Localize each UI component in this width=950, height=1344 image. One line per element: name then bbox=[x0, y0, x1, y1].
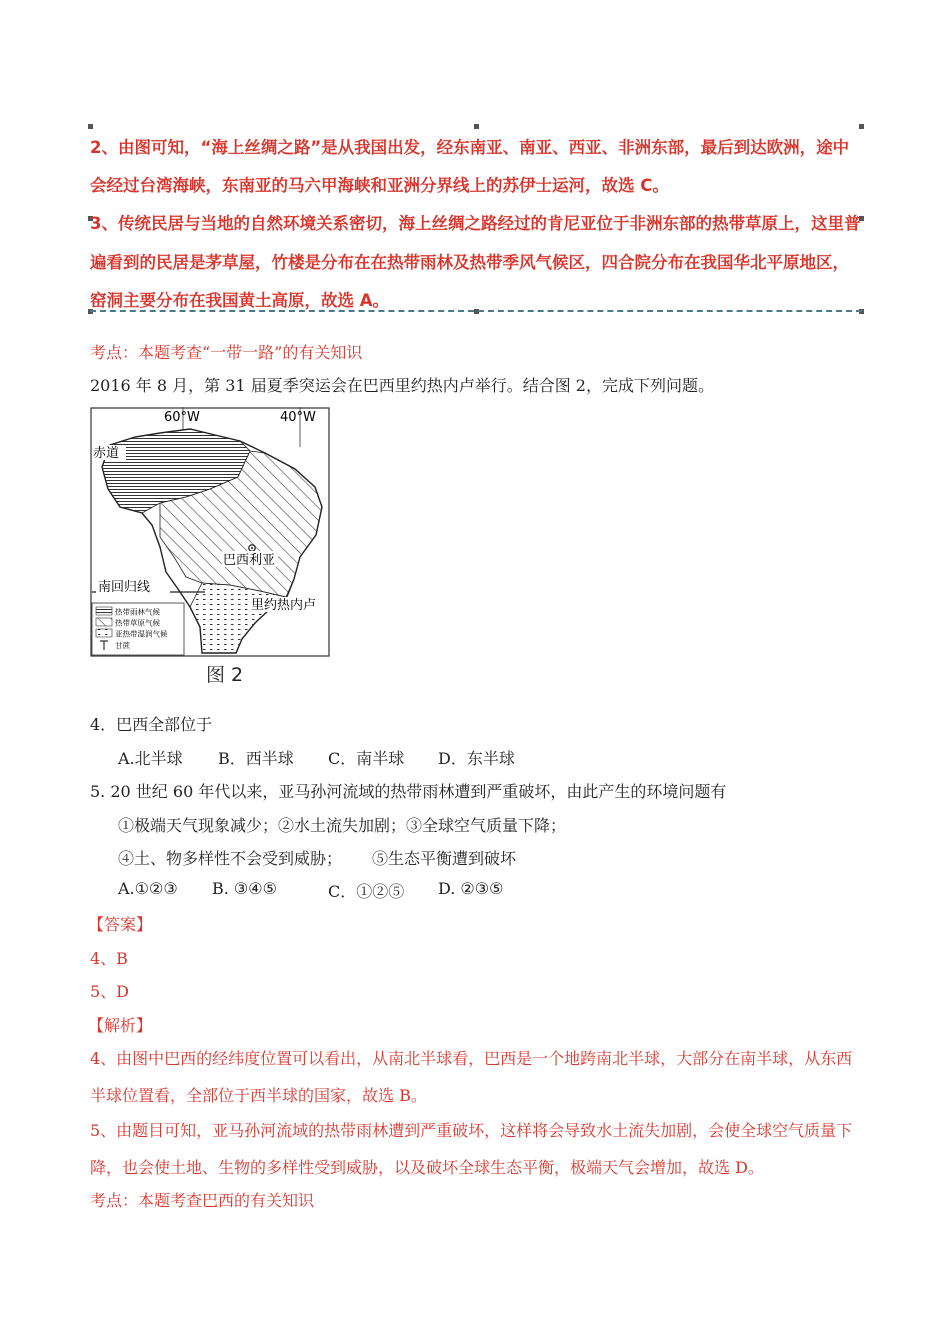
box-line-3: 3、传统民居与当地的自然环境关系密切，海上丝绸之路经过的肯尼亚位于非洲东部的热带草原上，这里普 bbox=[90, 214, 861, 233]
box-line-1: 2、由图可知，“海上丝绸之路”是从我国出发，经东南亚、南亚、西亚、非洲东部，最后到达欧洲，途中 bbox=[90, 138, 850, 157]
resize-handle[interactable] bbox=[88, 124, 93, 129]
box-line-2: 会经过台湾海峡，东南亚的马六甲海峡和亚洲分界线上的苏伊士运河，故选 C。 bbox=[90, 176, 669, 195]
figure-caption: 图 2 bbox=[206, 664, 244, 686]
analysis-line-2: 半球位置看，全部位于西半球的国家，故选 B。 bbox=[90, 1086, 427, 1105]
intro-text: 2016 年 8 月，第 31 届夏季突运会在巴西里约热内卢举行。结合图 2，完成下列问题。 bbox=[90, 376, 714, 395]
legend-savanna: 热带草原气候 bbox=[115, 618, 160, 628]
q5-option-b: B. ③④⑤ bbox=[212, 879, 277, 898]
answer-label: 【答案】 bbox=[88, 915, 153, 934]
kaodian-2: 考点：本题考查巴西的有关知识 bbox=[90, 1191, 315, 1210]
q4-option-c: C．南半球 bbox=[328, 749, 405, 768]
answer-4: 4、B bbox=[90, 949, 128, 968]
rio-label: 里约热内卢 bbox=[251, 598, 317, 613]
q4-option-d: D．东半球 bbox=[438, 749, 515, 768]
analysis-line-4: 降，也会使土地、生物的多样性受到威胁，以及破坏全球生态平衡，极端天气会增加，故选 D。 bbox=[90, 1158, 764, 1177]
q5-statements-1: ①极端天气现象减少；②水土流失加剧；③全球空气质量下降； bbox=[118, 816, 567, 835]
legend-rainforest: 热带雨林气候 bbox=[115, 607, 160, 617]
brazil-climate-map bbox=[90, 407, 330, 657]
q4-option-a: A.北半球 bbox=[118, 749, 183, 768]
box-line-5: 窑洞主要分布在我国黄土高原，故选 A。 bbox=[90, 291, 390, 310]
legend-sugarcane: 甘蔗 bbox=[115, 641, 130, 650]
analysis-line-1: 4、由图中巴西的经纬度位置可以看出，从南北半球看，巴西是一个地跨南北半球，大部分在南半球，从东西 bbox=[90, 1049, 853, 1068]
box-line-4: 遍看到的民居是茅草屋，竹楼是分布在在热带雨林及热带季风气候区，四合院分布在我国华北平原地区， bbox=[90, 253, 849, 272]
analysis-line-3: 5、由题目可知，亚马孙河流域的热带雨林遭到严重破坏，这样将会导致水土流失加剧，会使全球空气质量下 bbox=[90, 1121, 853, 1140]
q5-option-a: A.①②③ bbox=[118, 879, 178, 898]
brasilia-label: 巴西利亚 bbox=[223, 553, 276, 568]
legend-subtropical: 亚热带湿润气候 bbox=[115, 629, 168, 639]
q5-option-c: C．①②⑤ bbox=[328, 882, 405, 901]
q4-stem: 4．巴西全部位于 bbox=[90, 715, 213, 734]
q5-stem: 5. 20 世纪 60 年代以来，亚马孙河流域的热带雨林遭到严重破坏，由此产生的环境问题有 bbox=[90, 782, 727, 801]
q4-option-b: B．西半球 bbox=[218, 749, 294, 768]
answer-5: 5、D bbox=[90, 982, 130, 1001]
q5-statements-2b: ⑤生态平衡遭到破坏 bbox=[372, 849, 517, 868]
q5-option-d: D. ②③⑤ bbox=[438, 879, 504, 898]
resize-handle[interactable] bbox=[474, 124, 479, 129]
lon-60w: 60°W bbox=[164, 410, 200, 425]
map-figure bbox=[90, 407, 330, 657]
tropic-label: 南回归线 bbox=[98, 580, 151, 595]
resize-handle[interactable] bbox=[859, 124, 864, 129]
lon-40w: 40°W bbox=[280, 410, 316, 425]
q5-statements-2a: ④土、物多样性不会受到威胁； bbox=[118, 849, 343, 868]
analysis-label: 【解析】 bbox=[88, 1016, 153, 1035]
kaodian-1: 考点：本题考查“一带一路”的有关知识 bbox=[90, 343, 363, 362]
equator-label: 赤道 bbox=[93, 446, 120, 461]
